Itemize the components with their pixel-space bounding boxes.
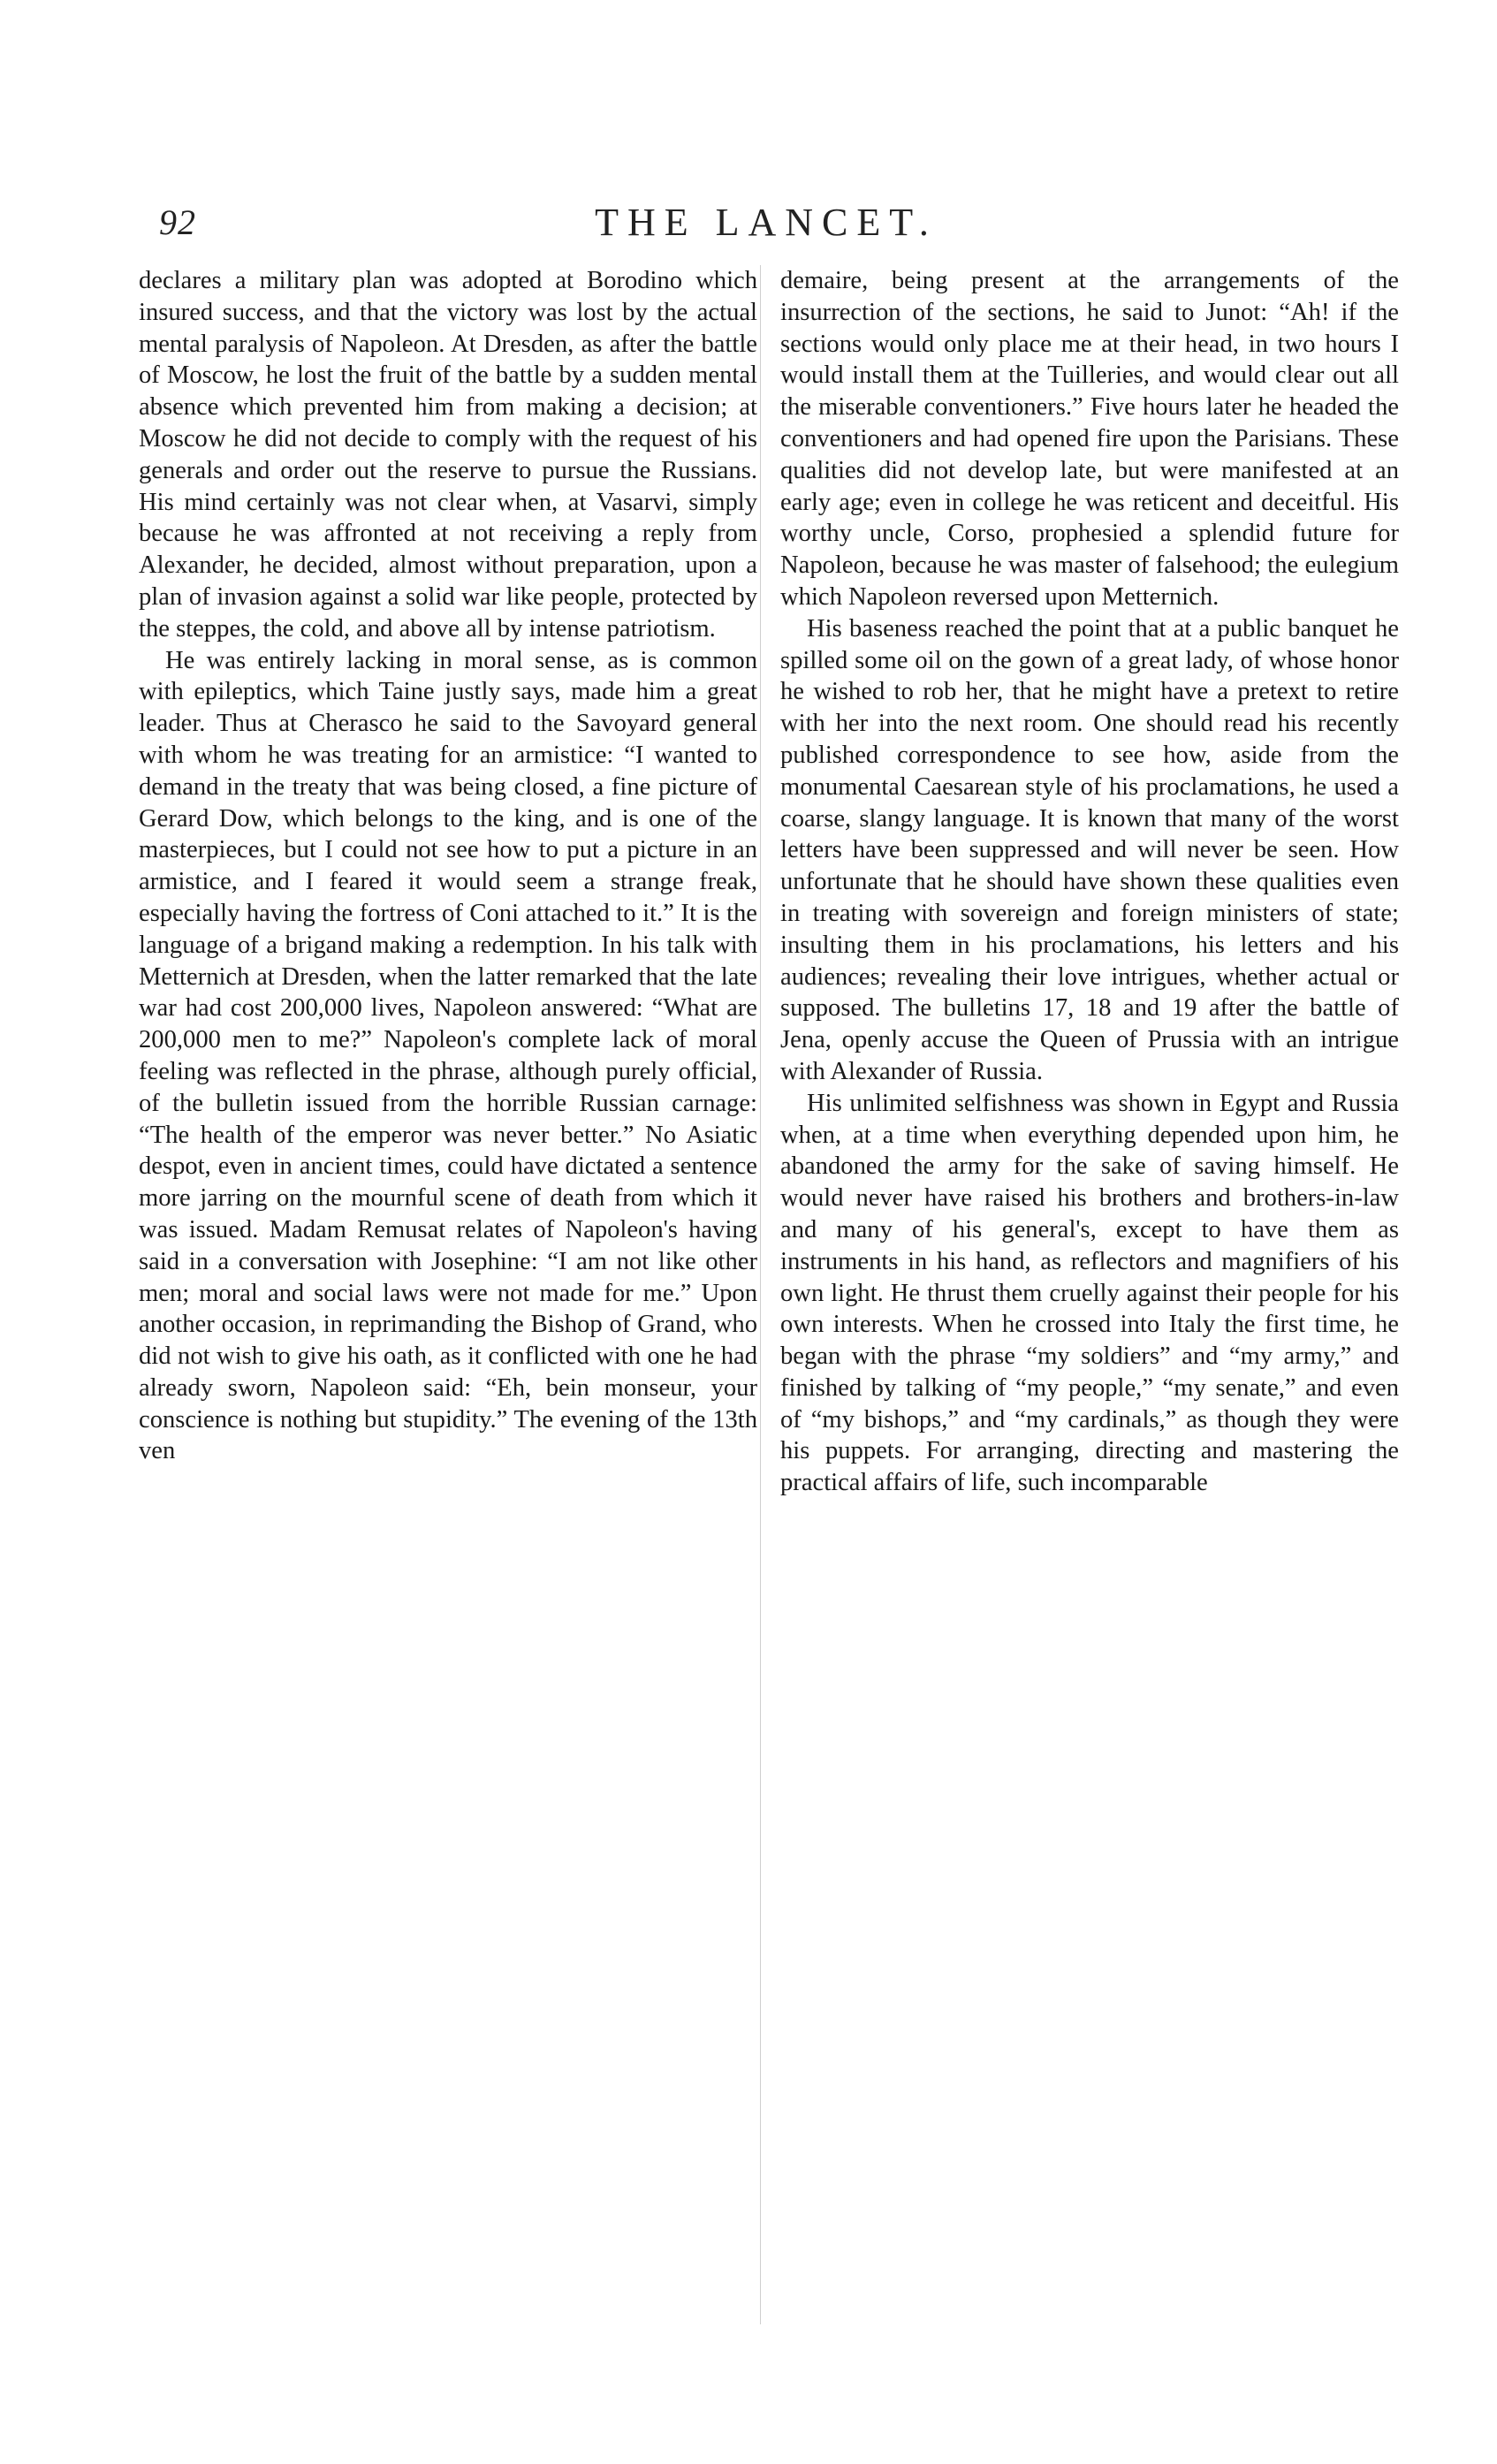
right-column xyxy=(780,265,1399,1499)
running-title: THE LANCET. xyxy=(595,201,938,244)
right-paragraph-3: His unlimited selfishness was shown in Egypt and Russia when, at a time when everything depended upon him, he abandoned the army for the sake of saving himself. He would never have raised his brothers and brothers-in-law and many of his general's, except to have them as instruments in his hand, as reflectors and magnifiers of his own light. He thrust them cruelly against their people for his own interests. When he crossed into Italy the first time, he began with the phrase “my soldiers” and “my army,” and finished by talking of “my people,” “my senate,” and even of “my bishops,” and “my cardinals,” as though they were his puppets. For arranging, directing and mastering the practical affairs of life, such incomparable xyxy=(780,1089,1399,1497)
left-column xyxy=(139,265,757,1467)
right-paragraph-1: demaire, being present at the arrangements of the insurrection of the sections, he said to Junot: “Ah! if the sections would only place me at their head, in two hours I would install them at the Tuilleries, and would clear out all the miserable conventioners.” Five hours later he headed the conventioners and had opened fire upon the Parisians. These qualities did not develop late, but were manifested at an early age; even in college he was reticent and deceitful. His worthy uncle, Corso, prophesied a splendid future for Napoleon, because he was master of falsehood; the eulegium which Napoleon reversed upon Metternich. xyxy=(780,267,1399,611)
left-paragraph-1: declares a military plan was adopted at Borodino which insured success, and that the victory was lost by the actual mental paralysis of Napoleon. At Dresden, as after the battle of Moscow, he lost the fruit of the battle by a sudden mental absence which prevented him from making a decision; at Moscow he did not decide to comply with the request of his generals and order out the reserve to pursue the Russians. His mind certainly was not clear when, at Vasarvi, simply because he was affronted at not receiving a reply from Alexander, he decided, almost without preparation, upon a plan of invasion against a solid war like people, protected by the steppes, the cold, and above all by intense patriotism. xyxy=(139,267,757,643)
right-paragraph-2: His baseness reached the point that at a public banquet he spilled some oil on the gown of a great lady, of whose honor he wished to rob her, that he might have a pretext to retire with her into the next room. One should read his recently published correspondence to see how, aside from the monumental Caesarean style of his proclamations, he used a coarse, slangy language. It is known that many of the worst letters have been suppressed and will never be seen. How unfortunate that he should have shown these qualities even in treating with sovereign and foreign ministers of state; insulting them in his proclamations, his letters and his audiences; revealing their love intrigues, whether actual or supposed. The bulletins 17, 18 and 19 after the battle of Jena, openly accuse the Queen of Prussia with an intrigue with Alexander of Russia. xyxy=(780,614,1399,1085)
column-divider xyxy=(760,265,761,2324)
left-paragraph-2: He was entirely lacking in moral sense, as is common with epileptics, which Taine justly says, made him a great leader. Thus at Cherasco he said to the Savoyard general with whom he was treating for an armistice: “I wanted to demand in the treaty that was being closed, a fine picture of Gerard Dow, which belongs to the king, and is one of the masterpieces, but I could not see how to put a picture in an armistice, and I feared it would seem a strange freak, especially having the fortress of Coni attached to it.” It is the language of a brigand making a redemption. In his talk with Metternich at Dresden, when the latter remarked that the late war had cost 200,000 lives, Napoleon answered: “What are 200,000 men to me?” Napoleon's complete lack of moral feeling was reflected in the phrase, although purely official, of the bulletin issued from the horrible Russian carnage: “The health of the emperor was never better.” No Asiatic despot, even in ancient times, could have dictated a sentence more jarring on the mournful scene of death from which it was issued. Madam Remusat relates of Napoleon's having said in a conversation with Josephine: “I am not like other men; moral and social laws were not made for me.” Upon another occasion, in reprimanding the Bishop of Grand, who did not wish to give his oath, as it conflicted with one he had already sworn, Napoleon said: “Eh, bein monseur, your conscience is nothing but stupidity.” The evening of the 13th ven xyxy=(139,646,757,1465)
page-number: 92 xyxy=(159,202,196,242)
